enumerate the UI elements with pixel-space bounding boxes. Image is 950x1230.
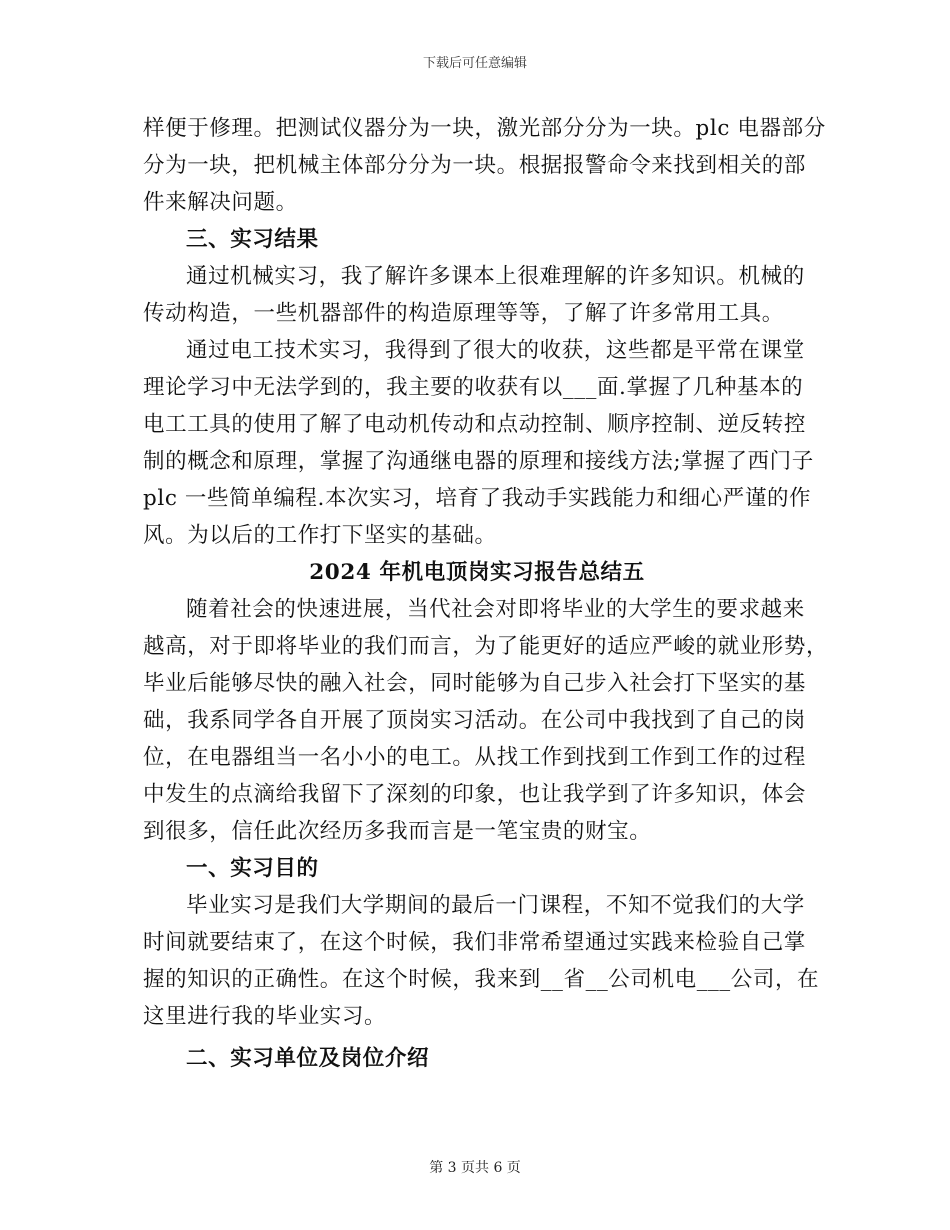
section-heading-results: 三、实习结果 [186,227,319,252]
page-header: 下载后可任意编辑 [422,56,527,71]
body-line: 毕业后能够尽快的融入社会，同时能够为自己步入社会打下坚实的基 [143,671,807,696]
document-body [143,110,829,1077]
section-heading-unit: 二、实习单位及岗位介绍 [186,1046,430,1071]
body-line: 理论学习中无法学到的，我主要的收获有以___面.掌握了几种基本的 [143,375,804,400]
body-line: 越高，对于即将毕业的我们而言，为了能更好的适应严峻的就业形势， [143,634,829,659]
body-line: 分为一块，把机械主体部分分为一块。根据报警命令来找到相关的部 [143,153,807,178]
body-line: 时间就要结束了，在这个时候，我们非常希望通过实践来检验自己掌 [143,930,807,955]
body-line: 件来解决问题。 [143,190,298,215]
report-title: 2024 年机电顶岗实习报告总结五 [309,560,645,585]
body-line: 样便于修理。把测试仪器分为一块，激光部分分为一块。plc 电器部分 [143,116,826,141]
page-number: 第 3 页共 6 页 [429,1160,521,1176]
body-line: 制的概念和原理，掌握了沟通继电器的原理和接线方法;掌握了西门子 [143,449,814,474]
body-line: 础，我系同学各自开展了顶岗实习活动。在公司中我找到了自己的岗 [143,708,807,733]
body-line: 传动构造，一些机器部件的构造原理等等，了解了许多常用工具。 [143,301,784,326]
body-line: 握的知识的正确性。在这个时候，我来到__省__公司机电___公司，在 [143,967,820,992]
body-line: 通过机械实习，我了解许多课本上很难理解的许多知识。机械的 [186,264,805,289]
body-line: 风。为以后的工作打下坚实的基础。 [143,523,497,548]
body-line: plc 一些简单编程.本次实习，培育了我动手实践能力和细心严谨的作 [143,486,812,511]
body-line: 通过电工技术实习，我得到了很大的收获，这些都是平常在课堂 [186,338,805,363]
body-line: 中发生的点滴给我留下了深刻的印象，也让我学到了许多知识，体会 [143,782,807,807]
body-line: 电工工具的使用了解了电动机传动和点动控制、顺序控制、逆反转控 [143,412,807,437]
body-line: 随着社会的快速进展，当代社会对即将毕业的大学生的要求越来 [186,597,805,622]
body-line: 到很多，信任此次经历多我而言是一笔宝贵的财宝。 [143,819,652,844]
section-heading-purpose: 一、实习目的 [186,856,319,881]
body-line: 这里进行我的毕业实习。 [143,1004,387,1029]
body-line: 位，在电器组当一名小小的电工。从找工作到找到工作到工作的过程 [143,745,807,770]
body-line: 毕业实习是我们大学期间的最后一门课程，不知不觉我们的大学 [186,893,805,918]
